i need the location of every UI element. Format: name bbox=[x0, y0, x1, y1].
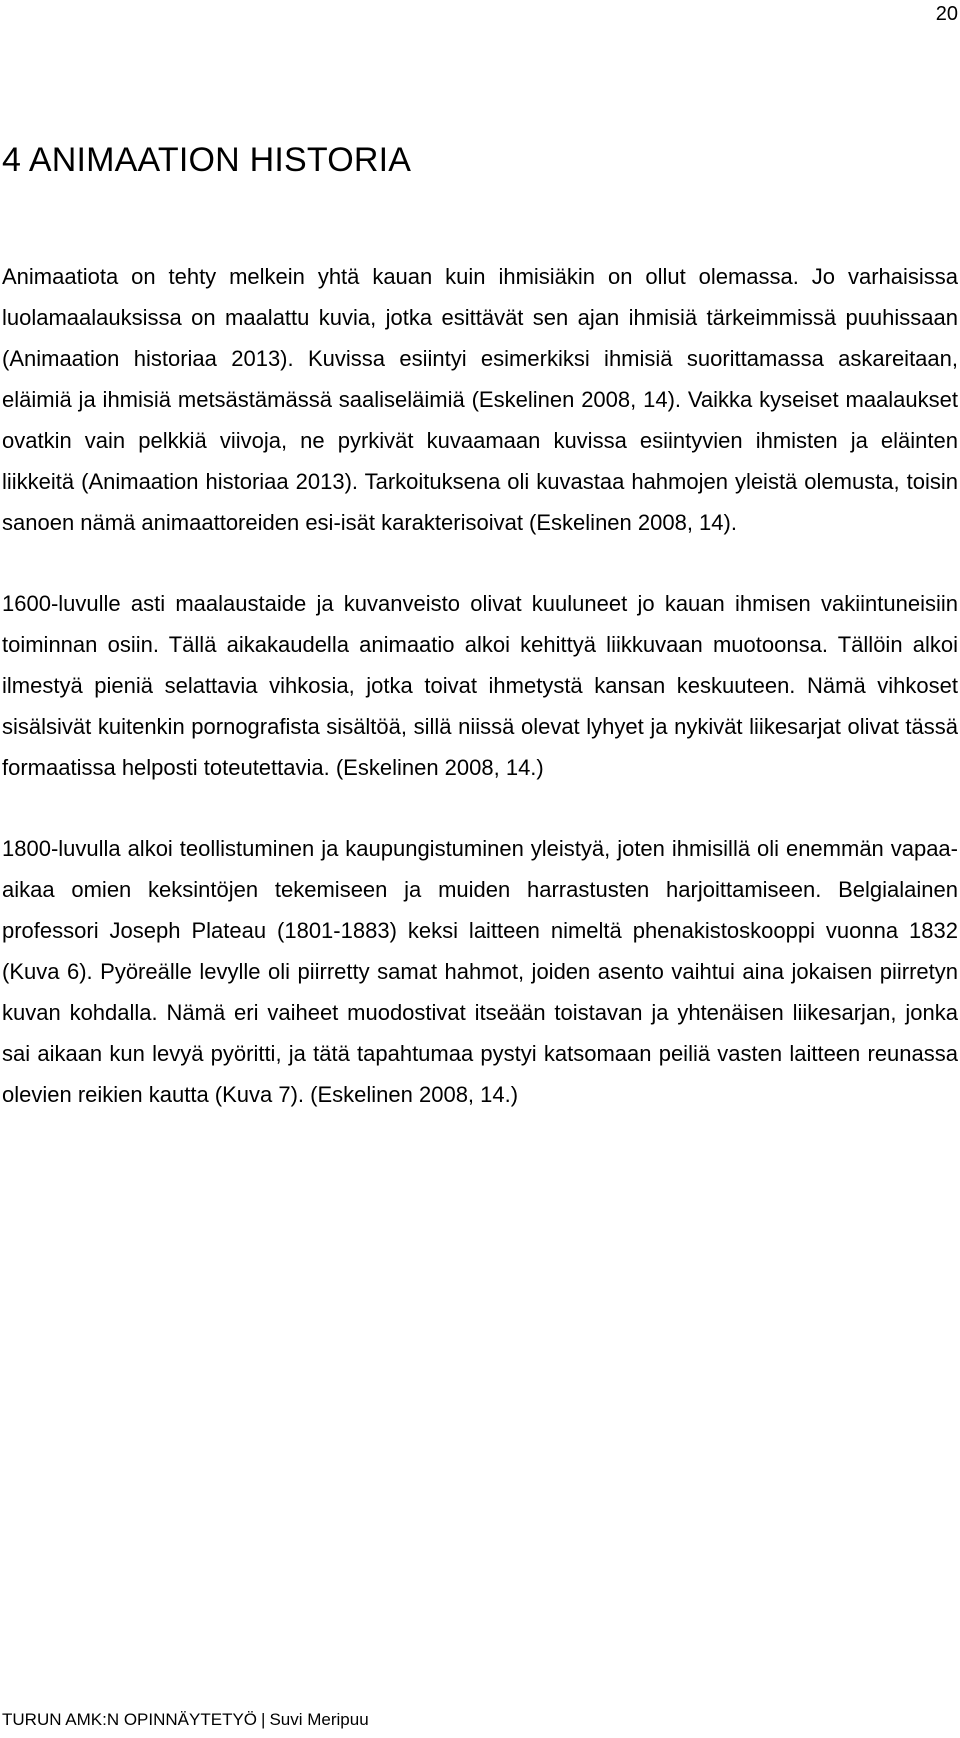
paragraph-cave-paintings: Animaatiota on tehty melkein yhtä kauan kuin ihmisiäkin on ollut olemassa. Jo varhaisissa luolamaalauksissa on maalattu kuvia, jotka esittävät sen ajan ihmisiä tärkeimmissä puuhissaan (Animaation historiaa 2013). Kuvissa esiintyi esimerkiksi ihmisiä suorittamassa askareitaan, eläimiä ja ihmisiä metsästämässä saaliseläimiä (Eskelinen 2008, 14). Vaikka kyseiset maalaukset ovatkin vain pelkkiä viivoja, ne pyrkivät kuvaamaan kuvissa esiintyvien ihmisten ja eläinten liikkeitä (Animaation historiaa 2013). Tarkoituksena oli kuvastaa hahmojen yleistä olemusta, toisin sanoen nämä animaattoreiden esi-isät karakterisoivat (Eskelinen 2008, 14). bbox=[2, 264, 958, 535]
footer-institution: TURUN AMK:N OPINNÄYTETYÖ bbox=[2, 1710, 258, 1729]
page-footer bbox=[2, 1709, 369, 1731]
page-number: 20 bbox=[935, 3, 958, 25]
chapter-heading: 4 ANIMAATION HISTORIA bbox=[2, 141, 412, 179]
footer-separator: | bbox=[261, 1710, 266, 1729]
footer-author: Suvi Meripuu bbox=[269, 1710, 369, 1729]
body-text bbox=[2, 256, 958, 1155]
paragraph-1600s: 1600-luvulle asti maalaustaide ja kuvanveisto olivat kuuluneet jo kauan ihmisen vakiintuneisiin toiminnan osiin. Tällä aikakaudella animaatio alkoi kehittyä liikkuvaan muotoonsa. Tällöin alkoi ilmestyä pieniä selattavia vihkosia, jotka toivat ihmetystä kansan keskuuteen. Nämä vihkoset sisälsivät kuitenkin pornografista sisältöä, sillä niissä olevat lyhyet ja nykivät liikesarjat olivat tässä formaatissa helposti toteutettavia. (Eskelinen 2008, 14.) bbox=[2, 591, 958, 780]
paragraph-1800s: 1800-luvulla alkoi teollistuminen ja kaupungistuminen yleistyä, joten ihmisillä oli enemmän vapaa-aikaa omien keksintöjen tekemiseen ja muiden harrastusten harjoittamiseen. Belgialainen professori Joseph Plateau (1801-1883) keksi laitteen nimeltä phenakistoskooppi vuonna 1832 (Kuva 6). Pyöreälle levylle oli piirretty samat hahmot, joiden asento vaihtui aina jokaisen piirretyn kuvan kohdalla. Nämä eri vaiheet muodostivat itseään toistavan ja yhtenäisen liikesarjan, jonka sai aikaan kun levyä pyöritti, ja tätä tapahtumaa pystyi katsomaan peiliä vasten laitteen reunassa olevien reikien kautta (Kuva 7). (Eskelinen 2008, 14.) bbox=[2, 836, 958, 1107]
